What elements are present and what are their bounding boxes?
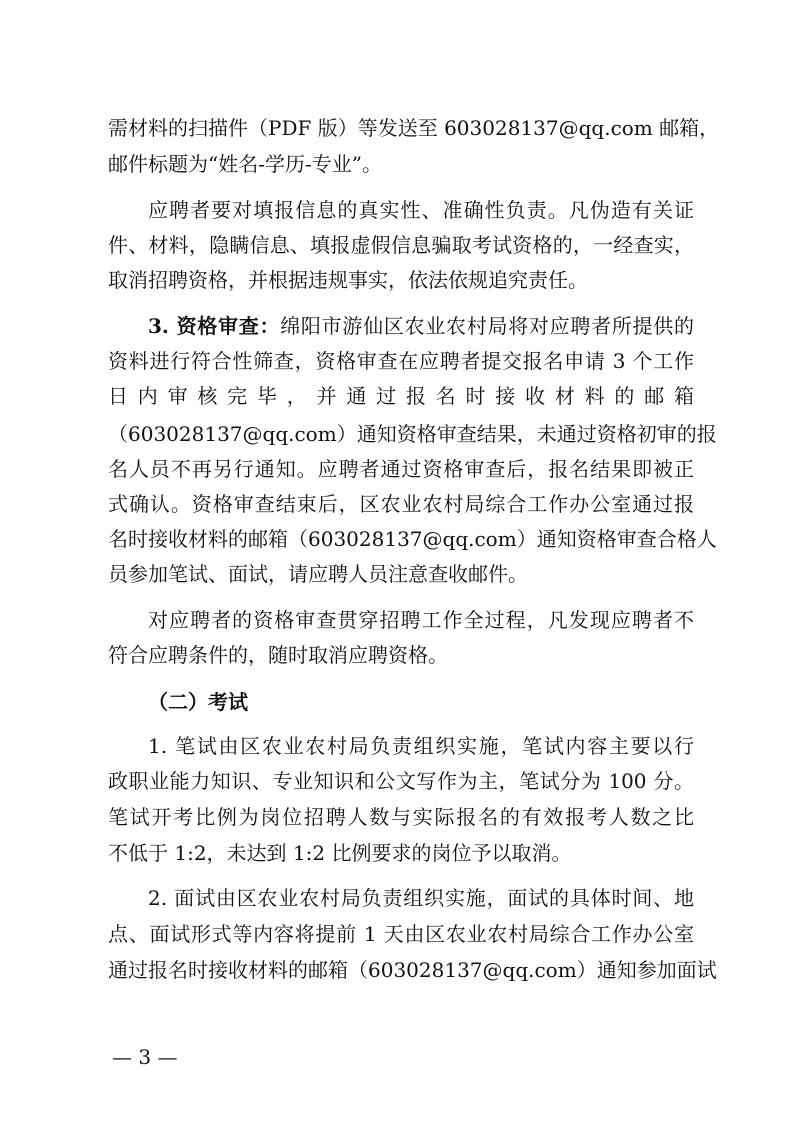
body-line: 点、面试形式等内容将提前 1 天由区农业农村局综合工作办公室 (108, 922, 694, 946)
body-line: 对应聘者的资格审查贯穿招聘工作全过程，凡发现应聘者不 (148, 608, 694, 632)
body-line: 取消招聘资格，并根据违规事实，依法依规追究责任。 (108, 268, 588, 292)
body-line: 邮件标题为“姓名-学历-专业”。 (108, 152, 382, 176)
qualification-review-text: 绵阳市游仙区农业农村局将对应聘者所提供的 (280, 314, 695, 338)
body-line: 资料进行符合性筛查，资格审查在应聘者提交报名申请 3 个工作 (108, 349, 694, 373)
body-line-part: 资格审查结束后，区农业农村局综合工作办公室通过报 (191, 492, 695, 516)
body-line: 名时接收材料的邮箱（603028137@qq.com）通知资格审查合格人 (108, 527, 717, 551)
body-line: 笔试开考比例为岗位招聘人数与实际报名的有效报考人数之比 (108, 805, 694, 829)
body-line: 符合应聘条件的，随时取消应聘资格。 (108, 643, 448, 667)
body-line: 件、材料，隐瞒信息、填报虚假信息骗取考试资格的，一经查实， (108, 233, 694, 257)
body-line: 不低于 1:2，未达到 1:2 比例要求的岗位予以取消。 (108, 841, 572, 865)
body-line: 通过报名时接收材料的邮箱（603028137@qq.com）通知参加面试 (108, 958, 717, 982)
body-line: 1. 笔试由区农业农村局负责组织实施，笔试内容主要以行 (148, 734, 694, 758)
body-line: 应聘者要对填报信息的真实性、准确性负责。凡伪造有关证 (148, 198, 694, 222)
section-heading: （二）考试 (148, 690, 248, 714)
body-line: （603028137@qq.com）通知资格审查结果，未通过资格初审的报 (108, 422, 717, 446)
qualification-review-heading: 3. 资格审查： (148, 314, 281, 338)
body-line: 政职业能力知识、专业知识和公文写作为主，笔试分为 100 分。 (108, 769, 694, 793)
body-line: 需材料的扫描件（PDF 版）等发送至 603028137@qq.com 邮箱， (108, 116, 720, 140)
page-number: — 3 — (112, 1045, 178, 1069)
body-line: 员参加笔试、面试，请应聘人员注意查收邮件。 (108, 562, 528, 586)
qualification-review-line-6 (108, 490, 694, 518)
body-line-part: 式确认。 (108, 492, 192, 516)
body-line: 2. 面试由区农业农村局负责组织实施，面试的具体时间、地 (148, 886, 694, 910)
qualification-review-line-1 (148, 312, 694, 340)
body-line: 名人员不再另行通知。应聘者通过资格审查后，报名结果即被正 (108, 457, 694, 481)
body-line: 日内审核完毕，并通过报名时接收材料的邮箱 (108, 384, 694, 408)
